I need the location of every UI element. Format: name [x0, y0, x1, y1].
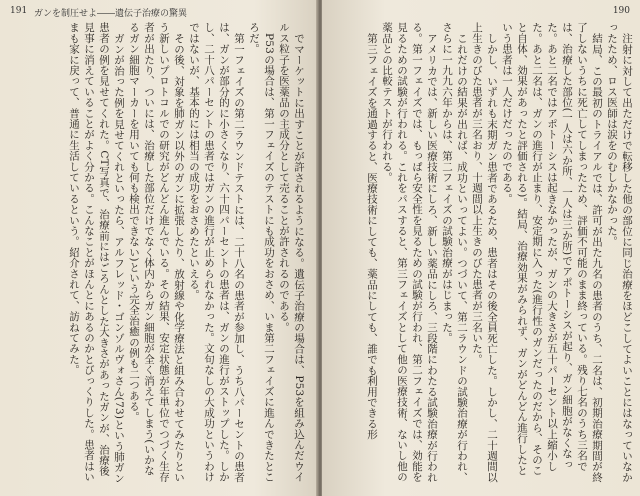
right-page-number: 190: [612, 6, 630, 16]
paragraph: アメリカでは、新しい医療技術にしろ、新しい薬品にしろ、三段階にわたる試験治療が行われる。第一フェイズでは、もっぱら安全性を見るための試験が行われ、第二フェイズでは、効能を見るための試験が行われる。これをパスすると、第三フェイズとして他の医療技術、ないし他の薬品との比較テストが行われる。: [381, 22, 438, 483]
right-page: [322, 0, 640, 496]
paragraph: 第三フェイズを通過すると、医療技術にしても、薬品にしても、誰でも利用できる形: [366, 32, 378, 440]
left-page-number: 191: [10, 6, 28, 16]
paragraph: P53の場合は、第一フェイズのテストにも成功をおさめ、いま第二フェイズに進んできたところだ。: [248, 22, 275, 482]
paragraph: 結局、この最初のトライアルでは、許可が出た九名の患者のうち、二名は、初期治療期間が終了しないうちに死亡してしまったため、評価不可能のまま終っている。残り七名のうち三名では、治療した部位(一人は六か所、一人は三か所)でアポトーシスが起り、ガン細胞がなくなった。あと二名ではアポトーシスは起きなかったが、ガンの大きさが五十パーセント以上縮小した。あと二名は、ガンの進行が止まり、安定期に入った(進行性のガンだったのだから、そのこと自体、効果があったと評価される)。結局、治療効果がみられず、ガンがどんどん進行したという患者は一人だけだったのである。: [501, 22, 603, 482]
right-page-text: [328, 22, 634, 484]
paragraph: 第一フェイズの第二ラウンドテストには、二十八名の患者が参加し、うち八パーセントの患者は、ガンが部分的に小さくなり、六十四パーセントの患者は、ガンの進行がストップした。しかし、二十八パーセントの患者ではガンの進行が止められなかった。文句なしの大成功というわけではないが、基本的には相当の成功をおさめたといえる。: [188, 22, 245, 483]
paragraph: 注射に対して出ただけで転移した他の部位に同じ治療をほどこしてよいことにはなっていなかったため、ロス医師は涙をのむしかなかった。: [606, 22, 633, 482]
left-page-text: [6, 22, 306, 484]
paragraph: でマーケットに出すことが許されるようになる。遺伝子治療の場合は、P53を組み込んだウイルス粒子を医薬品の主成分として売ることが許されるのである。: [278, 22, 305, 482]
paragraph: ガンが治った例を見せてくれといったら、アルフレッド・ゴンゾルヴォさん(73)という肺ガン患者の例を見せてくれた。CT写真で、治療前にはごろんとした大きさがあったガンが、治療後見事に消えていることがよく分かる。こんなことがほんとにあるのかとびっくりした。患者はいまも家に戻って、普通に生活しているという。紹介されて、訪ねてみた。: [68, 22, 125, 483]
paragraph: これだけの結果が出れば、成功といってよい。つづいて、第二ラウンドの試験治療が行われ、さらに一九九六年からは、第二フェイズの試験治療がはじまった。: [441, 22, 468, 482]
running-head: ガンを制圧せよ――遺伝子治療の驚異: [34, 9, 188, 19]
paragraph: しかし、いずれも末期ガン患者であるため、患者はその後全員死亡した。しかし、二十週間以上生きのびた患者が三名おり、十週間以上生きのびた患者が三名いた。: [471, 22, 498, 482]
left-page: [0, 0, 318, 496]
paragraph: その後、対象を肺ガン以外のガンに拡張したり、放射線や化学療法と組み合わせてみたりという新しいプロトコルでの研究がどんどん進んでいる。その結果、安定状態が年単位でつづく生存者が出たり、ついには、治療した部位だけでなく体内からガン細胞が全く消えてしまう(いかなるガン細胞マーカーを用いても何も検出できない)という完全治癒の例も二つある。: [128, 22, 185, 483]
